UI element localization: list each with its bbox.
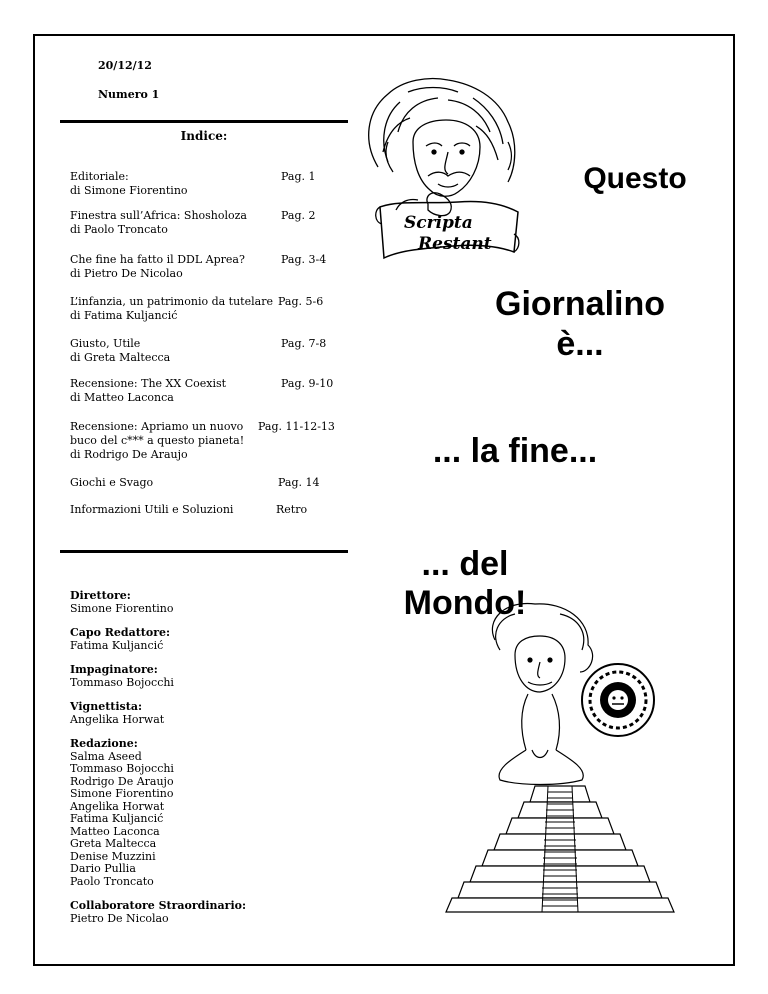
credit-chief-editor: Capo Redattore: Fatima Kuljancić (70, 626, 171, 652)
toc-entry: Giochi e Svago (70, 476, 154, 489)
pyramid-illustration (440, 600, 690, 940)
staff-member: Fatima Kuljancić (70, 812, 164, 825)
toc-entry: Informazioni Utili e Soluzioni (70, 503, 234, 516)
toc-page: Pag. 11-12-13 (258, 420, 335, 433)
headline-del-mondo: ... del Mondo! (403, 545, 527, 622)
toc-entry: Che fine ha fatto il DDL Aprea? di Pietro De Nicolao (70, 253, 245, 280)
index-title: Indice: (180, 129, 228, 143)
credit-special: Collaboratore Straordinario: Pietro De Nicolao (70, 899, 247, 925)
toc-page: Pag. 9-10 (281, 377, 334, 390)
index-top-rule (60, 120, 348, 123)
toc-entry: Recensione: The XX Coexist di Matteo Laconca (70, 377, 227, 404)
toc-page: Pag. 14 (278, 476, 320, 489)
staff-member: Salma Aseed (70, 749, 142, 763)
toc-entry: Editoriale: di Simone Fiorentino (70, 170, 188, 197)
toc-page: Pag. 5-6 (278, 295, 324, 308)
face-icon (413, 120, 480, 196)
logo-word-restant: Restant (418, 234, 492, 254)
credit-cartoonist: Vignettista: Angelika Horwat (70, 700, 165, 726)
step-pyramid-icon (446, 786, 674, 912)
staff-member: Greta Maltecca (70, 837, 157, 850)
staff-credits (70, 590, 246, 937)
toc-page: Pag. 1 (281, 170, 316, 183)
credit-director: Direttore: Simone Fiorentino (70, 589, 174, 615)
staff-member: Tommaso Bojocchi (70, 762, 174, 775)
toc-entry: L’infanzia, un patrimonio da tutelare di Fatima Kuljancić (70, 295, 273, 322)
staff-member: Simone Fiorentino (70, 787, 174, 800)
staff-member: Denise Muzzini (70, 849, 156, 863)
toc-page: Retro (276, 503, 308, 516)
staff-member: Dario Pullia (70, 862, 136, 875)
staff-member: Rodrigo De Araujo (70, 774, 174, 788)
wild-hair-icon (369, 79, 515, 182)
toc-page: Pag. 3-4 (281, 253, 327, 266)
issue-number: Numero 1 (98, 88, 160, 101)
credit-layout: Impaginatore: Tommaso Bojocchi (70, 663, 174, 689)
toc-entry: Recensione: Apriamo un nuovo buco del c*** a questo pianeta! di Rodrigo De Araujo (70, 420, 245, 461)
toc-page: Pag. 2 (281, 209, 316, 222)
mayan-calendar-icon (582, 664, 654, 736)
toc-entry: Finestra sull’Africa: Shosholoza di Paolo Troncato (70, 209, 247, 236)
mascot-logo-illustration (358, 72, 528, 262)
seated-figure-icon (492, 603, 592, 784)
toc-page: Pag. 7-8 (281, 337, 327, 350)
headline-la-fine: ... la fine... (432, 432, 598, 470)
staff-member: Matteo Laconca (70, 824, 160, 838)
credit-staff: Redazione: Salma Aseed Tommaso Bojocchi Rodrigo De Araujo Simone Fiorentino Angelika Horwat Fatima Kuljancić Matteo Laconca Greta Maltecca Denise Muzzini Dario Pullia Paolo Troncato (70, 738, 246, 888)
staff-member: Angelika Horwat (70, 799, 165, 813)
index-bottom-rule (60, 550, 348, 553)
issue-date: 20/12/12 (98, 59, 152, 72)
toc-entry: Giusto, Utile di Greta Maltecca (70, 337, 171, 364)
staff-member: Paolo Troncato (70, 874, 154, 888)
headline-giornalino: Giornalino (495, 285, 665, 323)
headline-questo: Questo (583, 162, 687, 195)
logo-word-scripta: Scripta (404, 213, 473, 233)
headline-e: è... (556, 325, 604, 363)
